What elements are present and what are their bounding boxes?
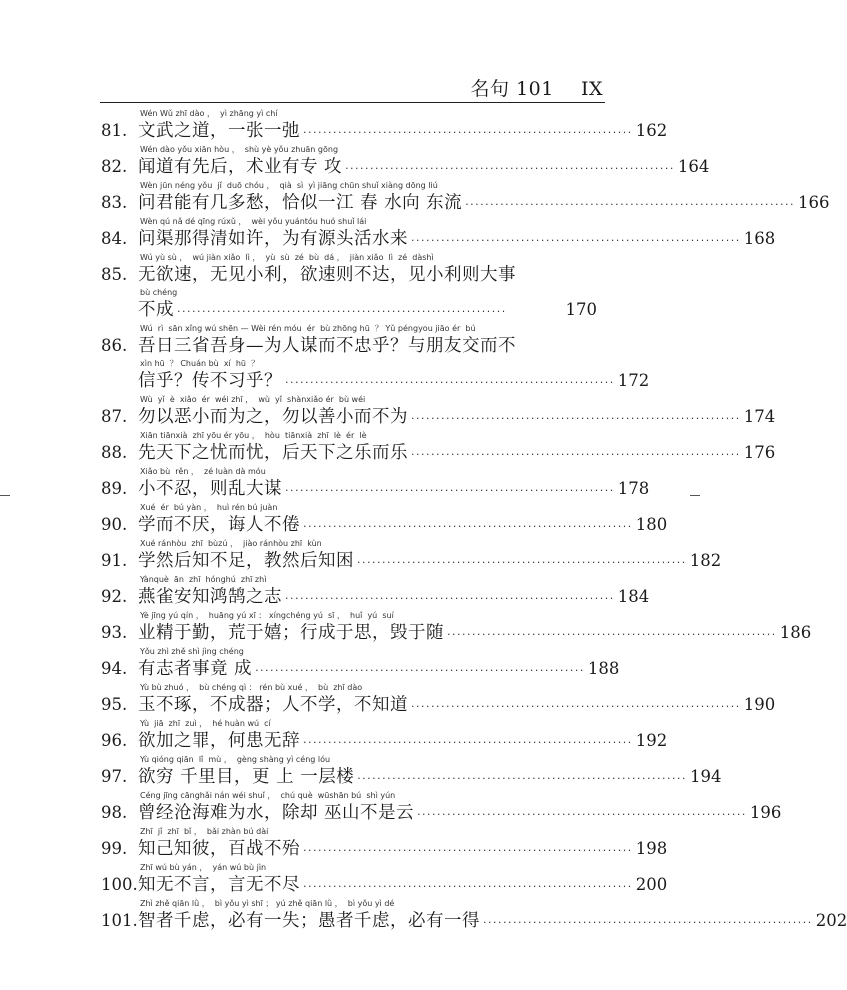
header-title: 名句 101	[470, 78, 554, 100]
page-number: 194	[689, 767, 722, 786]
entry-number: 84.	[101, 229, 128, 248]
entry-number: 87.	[101, 407, 128, 426]
dot-leader: ··································································	[303, 736, 633, 749]
pinyin-annotation: Xiǎo bù rěn ， zé luàn dà móu	[140, 467, 266, 476]
entry-number: 86.	[101, 336, 128, 355]
pinyin-annotation: Céng jīng cānghǎi nán wéi shuǐ ， chú què wūshān bú shì yún	[140, 791, 396, 800]
page-number: 178	[617, 479, 650, 498]
toc-entry[interactable]	[101, 574, 650, 609]
pinyin-annotation: Xué ránhòu zhī bùzú ， jiào ránhòu zhī kùn	[140, 539, 322, 548]
dot-leader: ··································································	[357, 556, 687, 569]
header-page-roman: IX	[580, 78, 603, 100]
page-number: 170	[565, 300, 597, 319]
entry-title: 闻道有先后，术业有专 攻	[138, 157, 343, 177]
toc-entry[interactable]	[101, 682, 776, 717]
toc-entry[interactable]	[101, 538, 722, 573]
entry-number: 97.	[101, 767, 128, 786]
dot-leader: ··································································	[411, 234, 741, 247]
entry-title: 问渠那得清如许，为有源头活水来	[138, 229, 408, 249]
page-number: 198	[635, 839, 668, 858]
toc-entry[interactable]	[101, 502, 668, 537]
pinyin-annotation: Yǒu zhì zhě shì jìng chéng	[140, 647, 244, 656]
entry-title: 吾日三省吾身—为人谋而不忠乎？与朋友交而不	[138, 336, 516, 356]
toc-entry[interactable]	[101, 610, 812, 645]
pinyin-annotation: Xué ér bú yàn ， huì rén bú juàn	[140, 503, 278, 512]
entry-number: 88.	[101, 443, 128, 462]
pinyin-annotation: Wén Wǔ zhī dào ， yì zhāng yì chí	[140, 109, 278, 118]
pinyin-annotation: Yù qióng qiān lǐ mù ， gèng shàng yì céng lóu	[140, 755, 331, 764]
dot-leader: ··································································	[303, 844, 633, 857]
entry-number: 99.	[101, 839, 128, 858]
dot-leader: ··································································	[303, 126, 633, 139]
toc-entry[interactable]	[101, 754, 722, 789]
pinyin-annotation: Wú yù sù ， wú jiàn xiǎo lì ， yù sù zé bù dá ， jiàn xiǎo lì zé dàshì	[140, 253, 434, 262]
entry-number: 90.	[101, 515, 128, 534]
entry-title: 学而不厌，诲人不倦	[138, 515, 300, 535]
pinyin-annotation: Yànquè ān zhī hónghú zhī zhì	[140, 575, 267, 584]
dot-leader: ··································································	[411, 412, 741, 425]
dot-leader: ··································································	[255, 664, 585, 677]
page-number: 174	[743, 407, 776, 426]
dot-leader: ··································································	[447, 628, 777, 641]
entry-title: 有志者事竟 成	[138, 659, 253, 679]
dot-leader: ··································································	[303, 880, 633, 893]
pinyin-annotation: Yù jiā zhī zuì ， hé huàn wú cí	[140, 719, 271, 728]
entry-number: 82.	[101, 157, 128, 176]
toc-entry[interactable]	[101, 180, 830, 215]
pinyin-annotation: Yè jīng yú qín ， huāng yú xī ： xíngchéng yú sī ， huǐ yú suí	[140, 611, 394, 620]
entry-title: 燕雀安知鸿鹄之志	[138, 587, 282, 607]
page-number: 168	[743, 229, 776, 248]
toc-entry[interactable]	[101, 790, 782, 825]
entry-title-continued: 不成	[138, 300, 174, 320]
dot-leader: ··································································	[345, 162, 675, 175]
toc-entry[interactable]	[101, 646, 620, 681]
entry-title: 欲加之罪，何患无辞	[138, 731, 300, 751]
pinyin-annotation: Wén dào yǒu xiān hòu ， shù yè yǒu zhuān gōng	[140, 145, 339, 154]
pinyin-annotation: Zhī wú bù yán ， yán wú bù jìn	[140, 863, 267, 872]
entry-number: 83.	[101, 193, 128, 212]
page-number: 182	[689, 551, 722, 570]
page-number: 162	[635, 121, 668, 140]
entry-title: 玉不琢，不成器；人不学，不知道	[138, 695, 408, 715]
pinyin-annotation: bù chéng	[140, 288, 178, 297]
page-number: 200	[635, 875, 668, 894]
pinyin-annotation: Wú rì sān xǐng wú shēn — Wèi rén móu ér bù zhōng hū ？ Yǔ péngyou jiāo ér bú	[140, 324, 476, 333]
entry-number: 89.	[101, 479, 128, 498]
crop-mark-right	[690, 495, 700, 496]
page-number: 184	[617, 587, 650, 606]
entry-title: 无欲速，无见小利，欲速则不达，见小利则大事	[138, 265, 516, 285]
pinyin-annotation: Wèn jūn néng yǒu jǐ duō chóu ， qià sì yì jiāng chūn shuǐ xiàng dōng liú	[140, 181, 438, 190]
entry-title: 问君能有几多愁，恰似一江 春 水向 东流	[138, 193, 463, 213]
entry-title: 先天下之忧而忧，后天下之乐而乐	[138, 443, 408, 463]
entry-number: 94.	[101, 659, 128, 678]
entry-title: 业精于勤，荒于嬉；行成于思，毁于随	[138, 623, 444, 643]
page-number: 196	[749, 803, 782, 822]
page-number: 202	[815, 911, 847, 930]
page-number: 176	[743, 443, 776, 462]
toc-entry[interactable]	[101, 826, 668, 861]
entry-number: 98.	[101, 803, 128, 822]
entry-title: 欲穷 千里目，更 上 一层楼	[138, 767, 355, 787]
entry-number: 93.	[101, 623, 128, 642]
pinyin-annotation: Xiān tiānxià zhī yōu ér yōu ， hòu tiānxià zhī lè ér lè	[140, 431, 367, 440]
toc-entry[interactable]	[101, 862, 668, 897]
dot-leader: ··································································	[357, 772, 687, 785]
entry-title: 知无不言，言无不尽	[138, 875, 300, 895]
dot-leader: ··································································	[285, 484, 615, 497]
entry-title: 智者千虑，必有一失；愚者千虑，必有一得	[138, 911, 480, 931]
dot-leader: ··································································	[285, 592, 615, 605]
page-number: 186	[779, 623, 812, 642]
entry-number: 101.	[101, 911, 138, 930]
toc-entry[interactable]	[101, 108, 668, 143]
pinyin-annotation: Zhī jǐ zhī bǐ ， bǎi zhàn bú dài	[140, 827, 269, 836]
page-number: 180	[635, 515, 668, 534]
toc-entry[interactable]	[101, 144, 710, 179]
page-number: 192	[635, 731, 668, 750]
dot-leader: ··································································	[411, 448, 741, 461]
entry-title: 学然后知不足，教然后知困	[138, 551, 354, 571]
running-header	[471, 74, 603, 101]
pinyin-annotation: xìn hū ？ Chuán bù xí hū ？	[140, 359, 260, 368]
entry-number: 91.	[101, 551, 128, 570]
entry-number: 100.	[101, 875, 138, 894]
entry-number: 95.	[101, 695, 128, 714]
entry-number: 81.	[101, 121, 128, 140]
pinyin-annotation: Zhì zhě qiān lǜ ， bì yǒu yì shī ； yú zhě qiān lǜ ， bì yǒu yì dé	[140, 899, 395, 908]
header-rule	[100, 102, 605, 103]
dot-leader: ··································································	[303, 520, 633, 533]
page-number: 166	[797, 193, 830, 212]
toc-entry[interactable]	[101, 323, 650, 393]
entry-number: 96.	[101, 731, 128, 750]
pinyin-annotation: Wèn qú nǎ dé qīng rúxǔ ， wèi yǒu yuántóu huó shuǐ lái	[140, 217, 367, 226]
pinyin-annotation: Wù yǐ è xiǎo ér wéi zhī ， wù yǐ shànxiǎo ér bù wéi	[140, 395, 366, 404]
dot-leader: ··································································	[465, 198, 795, 211]
entry-number: 92.	[101, 587, 128, 606]
entry-title: 知己知彼，百战不殆	[138, 839, 300, 859]
toc-entry[interactable]	[101, 466, 650, 501]
entry-title: 文武之道，一张一弛	[138, 121, 300, 141]
toc-entry[interactable]	[101, 718, 668, 753]
toc-entry[interactable]	[101, 216, 776, 251]
page-number: 164	[677, 157, 710, 176]
page-number: 172	[617, 371, 650, 390]
toc-entry[interactable]	[101, 430, 776, 465]
entry-title-continued: 信乎？传不习乎？	[138, 371, 282, 391]
crop-mark-left	[0, 495, 10, 496]
dot-leader: ··································································	[417, 808, 747, 821]
page-number: 188	[587, 659, 620, 678]
entry-title: 勿以恶小而为之，勿以善小而不为	[138, 407, 408, 427]
dot-leader: ··································································	[411, 700, 741, 713]
dot-leader: ··································································	[483, 916, 813, 929]
dot-leader: ··································································	[285, 376, 615, 389]
pinyin-annotation: Yù bù zhuó ， bù chéng qì ： rén bù xué ， bù zhī dào	[140, 683, 363, 692]
entry-title: 曾经沧海难为水，除却 巫山不是云	[138, 803, 415, 823]
entry-number: 85.	[101, 265, 128, 284]
toc-entry[interactable]	[101, 394, 776, 429]
dot-leader: ··································································	[177, 305, 507, 318]
entry-title: 小不忍，则乱大谋	[138, 479, 282, 499]
table-of-contents	[101, 108, 847, 934]
page-number: 190	[743, 695, 776, 714]
toc-entry[interactable]	[101, 898, 847, 933]
toc-entry[interactable]	[103, 252, 597, 322]
